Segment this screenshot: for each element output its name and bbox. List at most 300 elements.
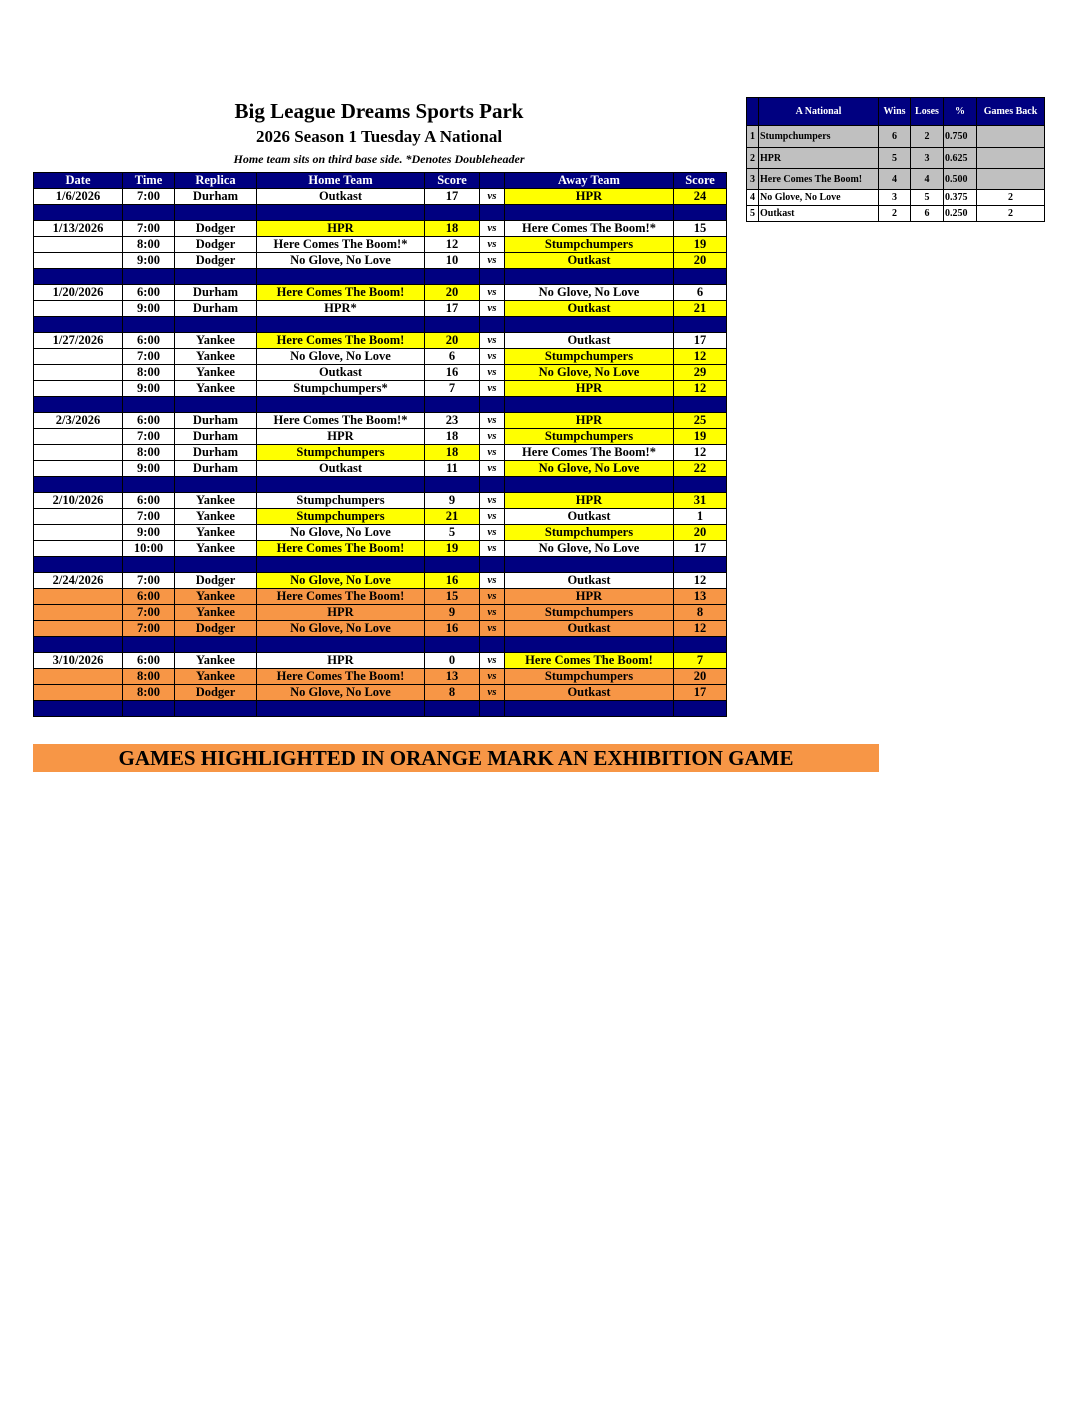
separator-cell [505,205,674,221]
schedule-table [33,172,727,717]
standings-games-back: 2 [977,190,1045,206]
away-team: Here Comes The Boom! [505,653,674,669]
away-team: HPR [505,189,674,205]
separator-cell [123,397,175,413]
separator-cell [480,205,505,221]
game-date [34,365,123,381]
separator-cell [175,477,257,493]
home-score: 15 [425,589,480,605]
standings-rank: 1 [747,126,759,148]
standings-col-rank [747,98,759,126]
separator-cell [425,269,480,285]
exhibition-banner: GAMES HIGHLIGHTED IN ORANGE MARK AN EXHIBITION GAME [33,744,879,772]
away-score: 19 [674,429,727,445]
game-replica: Dodger [175,221,257,237]
separator-cell [257,637,425,653]
vs-label: vs [480,509,505,525]
game-row [34,685,727,701]
home-team: Here Comes The Boom! [257,541,425,557]
away-score: 12 [674,445,727,461]
game-time: 7:00 [123,221,175,237]
home-score: 16 [425,573,480,589]
separator-cell [425,205,480,221]
game-date [34,525,123,541]
game-time: 6:00 [123,493,175,509]
away-score: 31 [674,493,727,509]
separator-cell [175,557,257,573]
home-score: 6 [425,349,480,365]
game-replica: Yankee [175,653,257,669]
game-row [34,349,727,365]
separator-cell [674,397,727,413]
game-replica: Durham [175,445,257,461]
standings-row [747,206,1045,222]
game-date: 1/13/2026 [34,221,123,237]
game-date [34,237,123,253]
game-row [34,573,727,589]
separator-row [34,397,727,413]
standings-loses: 3 [911,148,944,169]
vs-label: vs [480,381,505,397]
away-team: Stumpchumpers [505,429,674,445]
vs-label: vs [480,589,505,605]
col-time: Time [123,173,175,189]
vs-label: vs [480,413,505,429]
away-team: Outkast [505,253,674,269]
home-score: 13 [425,669,480,685]
home-score: 19 [425,541,480,557]
standings-row [747,126,1045,148]
game-row [34,189,727,205]
home-score: 17 [425,301,480,317]
separator-row [34,317,727,333]
game-row [34,509,727,525]
game-time: 7:00 [123,605,175,621]
standings-team: Here Comes The Boom! [759,169,879,190]
standings-row [747,148,1045,169]
away-team: Outkast [505,573,674,589]
game-row [34,221,727,237]
home-team: Here Comes The Boom! [257,285,425,301]
away-team: HPR [505,493,674,509]
separator-cell [34,269,123,285]
away-score: 12 [674,573,727,589]
home-score: 18 [425,221,480,237]
separator-cell [674,269,727,285]
standings-rank: 5 [747,206,759,222]
away-team: Outkast [505,685,674,701]
game-date [34,253,123,269]
separator-cell [480,317,505,333]
game-row [34,381,727,397]
separator-cell [674,477,727,493]
standings-games-back [977,169,1045,190]
separator-cell [480,637,505,653]
standings-wins: 2 [879,206,911,222]
game-replica: Yankee [175,381,257,397]
vs-label: vs [480,301,505,317]
away-score: 22 [674,461,727,477]
game-time: 9:00 [123,253,175,269]
game-date [34,621,123,637]
separator-cell [34,637,123,653]
game-replica: Dodger [175,237,257,253]
game-row [34,429,727,445]
standings-row [747,169,1045,190]
away-team: Here Comes The Boom!* [505,445,674,461]
page-title: Big League Dreams Sports Park [234,99,524,123]
separator-cell [674,205,727,221]
game-date [34,381,123,397]
home-team: HPR [257,429,425,445]
away-team: Stumpchumpers [505,605,674,621]
game-date [34,541,123,557]
col-home-team: Home Team [257,173,425,189]
separator-cell [257,701,425,717]
separator-cell [34,397,123,413]
game-replica: Durham [175,301,257,317]
standings-table [746,97,1045,222]
home-score: 18 [425,429,480,445]
home-score: 5 [425,525,480,541]
game-time: 9:00 [123,301,175,317]
game-replica: Dodger [175,253,257,269]
game-date [34,461,123,477]
home-team: Here Comes The Boom!* [257,413,425,429]
away-score: 12 [674,381,727,397]
standings-team: No Glove, No Love [759,190,879,206]
away-score: 20 [674,525,727,541]
vs-label: vs [480,493,505,509]
game-replica: Yankee [175,349,257,365]
home-team: No Glove, No Love [257,253,425,269]
vs-label: vs [480,445,505,461]
standings-col-games-back: Games Back [977,98,1045,126]
standings-wins: 6 [879,126,911,148]
home-team: No Glove, No Love [257,621,425,637]
home-team: HPR [257,221,425,237]
away-score: 1 [674,509,727,525]
game-time: 8:00 [123,237,175,253]
vs-label: vs [480,253,505,269]
game-date: 2/3/2026 [34,413,123,429]
home-team: No Glove, No Love [257,349,425,365]
separator-cell [257,397,425,413]
standings-wins: 4 [879,169,911,190]
separator-cell [505,557,674,573]
game-replica: Yankee [175,493,257,509]
game-time: 7:00 [123,509,175,525]
separator-cell [425,317,480,333]
standings-team: Outkast [759,206,879,222]
separator-cell [34,477,123,493]
standings-pct: 0.375 [944,190,977,206]
standings-rank: 3 [747,169,759,190]
game-row [34,285,727,301]
game-replica: Yankee [175,589,257,605]
separator-cell [505,317,674,333]
game-row [34,445,727,461]
away-score: 29 [674,365,727,381]
home-score: 16 [425,621,480,637]
game-date: 1/6/2026 [34,189,123,205]
separator-cell [257,269,425,285]
separator-cell [425,477,480,493]
away-team: Outkast [505,301,674,317]
away-team: HPR [505,589,674,605]
home-team: Outkast [257,461,425,477]
away-team: No Glove, No Love [505,541,674,557]
away-team: No Glove, No Love [505,461,674,477]
vs-label: vs [480,653,505,669]
separator-cell [505,397,674,413]
separator-cell [505,269,674,285]
game-replica: Dodger [175,685,257,701]
home-team: Outkast [257,189,425,205]
home-team: Here Comes The Boom! [257,589,425,605]
game-replica: Durham [175,189,257,205]
vs-label: vs [480,669,505,685]
separator-cell [505,477,674,493]
vs-label: vs [480,605,505,621]
home-team: HPR [257,605,425,621]
separator-cell [123,701,175,717]
home-score: 20 [425,285,480,301]
game-replica: Durham [175,413,257,429]
separator-cell [175,397,257,413]
game-time: 6:00 [123,589,175,605]
game-replica: Yankee [175,365,257,381]
away-score: 17 [674,541,727,557]
vs-label: vs [480,685,505,701]
game-time: 7:00 [123,429,175,445]
game-time: 9:00 [123,525,175,541]
away-score: 25 [674,413,727,429]
game-date: 1/20/2026 [34,285,123,301]
away-team: Stumpchumpers [505,237,674,253]
game-date: 1/27/2026 [34,333,123,349]
standings-col-pct: % [944,98,977,126]
game-row [34,253,727,269]
away-team: Stumpchumpers [505,669,674,685]
game-row [34,237,727,253]
home-team: Here Comes The Boom! [257,333,425,349]
away-score: 24 [674,189,727,205]
standings-row [747,190,1045,206]
away-score: 12 [674,349,727,365]
separator-cell [175,317,257,333]
vs-label: vs [480,285,505,301]
separator-cell [480,477,505,493]
game-replica: Yankee [175,525,257,541]
game-row [34,493,727,509]
separator-cell [123,557,175,573]
vs-label: vs [480,237,505,253]
game-date [34,349,123,365]
season-subtitle: 2026 Season 1 Tuesday A National [255,127,503,146]
game-date [34,589,123,605]
separator-row [34,205,727,221]
separator-cell [123,269,175,285]
separator-cell [34,205,123,221]
standings-col-division: A National [759,98,879,126]
standings-rank: 2 [747,148,759,169]
vs-label: vs [480,525,505,541]
col-replica: Replica [175,173,257,189]
home-team: Stumpchumpers [257,509,425,525]
separator-cell [505,637,674,653]
game-row [34,605,727,621]
game-date: 2/24/2026 [34,573,123,589]
col-away-team: Away Team [505,173,674,189]
game-row [34,669,727,685]
schedule-note: Home team sits on third base side. *Denotes Doubleheader [233,152,525,166]
game-row [34,461,727,477]
away-team: Outkast [505,509,674,525]
home-team: Stumpchumpers [257,493,425,509]
game-time: 8:00 [123,445,175,461]
home-score: 21 [425,509,480,525]
game-row [34,621,727,637]
separator-cell [123,637,175,653]
separator-row [34,557,727,573]
game-time: 6:00 [123,413,175,429]
home-score: 12 [425,237,480,253]
home-score: 0 [425,653,480,669]
separator-cell [425,557,480,573]
game-date [34,301,123,317]
home-score: 11 [425,461,480,477]
home-score: 16 [425,365,480,381]
vs-label: vs [480,429,505,445]
separator-row [34,477,727,493]
home-team: No Glove, No Love [257,573,425,589]
game-date [34,685,123,701]
home-score: 17 [425,189,480,205]
standings-loses: 2 [911,126,944,148]
game-date [34,669,123,685]
away-score: 8 [674,605,727,621]
game-row [34,525,727,541]
game-row [34,365,727,381]
standings-pct: 0.500 [944,169,977,190]
home-score: 8 [425,685,480,701]
vs-label: vs [480,333,505,349]
game-replica: Durham [175,429,257,445]
separator-cell [34,317,123,333]
game-date [34,509,123,525]
standings-wins: 5 [879,148,911,169]
separator-cell [674,317,727,333]
separator-cell [674,637,727,653]
home-score: 9 [425,605,480,621]
standings-loses: 5 [911,190,944,206]
separator-cell [257,557,425,573]
game-time: 8:00 [123,669,175,685]
separator-cell [674,701,727,717]
col-vs [480,173,505,189]
home-score: 20 [425,333,480,349]
separator-cell [480,397,505,413]
separator-cell [425,397,480,413]
standings-pct: 0.250 [944,206,977,222]
game-time: 8:00 [123,685,175,701]
separator-cell [34,701,123,717]
home-score: 23 [425,413,480,429]
separator-cell [175,701,257,717]
game-replica: Yankee [175,669,257,685]
home-team: Here Comes The Boom!* [257,237,425,253]
game-time: 6:00 [123,653,175,669]
home-team: No Glove, No Love [257,685,425,701]
col-away-score: Score [674,173,727,189]
separator-cell [425,637,480,653]
game-replica: Yankee [175,509,257,525]
game-replica: Yankee [175,541,257,557]
game-replica: Yankee [175,605,257,621]
separator-cell [480,701,505,717]
home-team: Here Comes The Boom! [257,669,425,685]
game-replica: Durham [175,461,257,477]
away-score: 15 [674,221,727,237]
home-team: No Glove, No Love [257,525,425,541]
separator-cell [123,477,175,493]
separator-row [34,701,727,717]
game-time: 6:00 [123,285,175,301]
game-time: 6:00 [123,333,175,349]
game-replica: Dodger [175,621,257,637]
game-replica: Yankee [175,333,257,349]
game-row [34,333,727,349]
standings-rank: 4 [747,190,759,206]
away-score: 7 [674,653,727,669]
home-team: HPR [257,653,425,669]
vs-label: vs [480,573,505,589]
game-date [34,445,123,461]
away-score: 12 [674,621,727,637]
separator-cell [175,269,257,285]
home-team: Stumpchumpers* [257,381,425,397]
separator-cell [257,477,425,493]
away-score: 6 [674,285,727,301]
standings-header-row [747,98,1045,126]
separator-cell [257,317,425,333]
separator-cell [425,701,480,717]
home-team: Stumpchumpers [257,445,425,461]
away-team: No Glove, No Love [505,285,674,301]
away-team: HPR [505,381,674,397]
game-date [34,605,123,621]
separator-cell [505,701,674,717]
col-home-score: Score [425,173,480,189]
vs-label: vs [480,349,505,365]
game-row [34,541,727,557]
game-date: 3/10/2026 [34,653,123,669]
away-score: 17 [674,333,727,349]
col-date: Date [34,173,123,189]
separator-cell [480,269,505,285]
away-score: 20 [674,253,727,269]
vs-label: vs [480,221,505,237]
separator-cell [175,637,257,653]
standings-pct: 0.625 [944,148,977,169]
standings-pct: 0.750 [944,126,977,148]
standings-col-wins: Wins [879,98,911,126]
standings-games-back [977,126,1045,148]
vs-label: vs [480,365,505,381]
game-row [34,589,727,605]
away-team: No Glove, No Love [505,365,674,381]
